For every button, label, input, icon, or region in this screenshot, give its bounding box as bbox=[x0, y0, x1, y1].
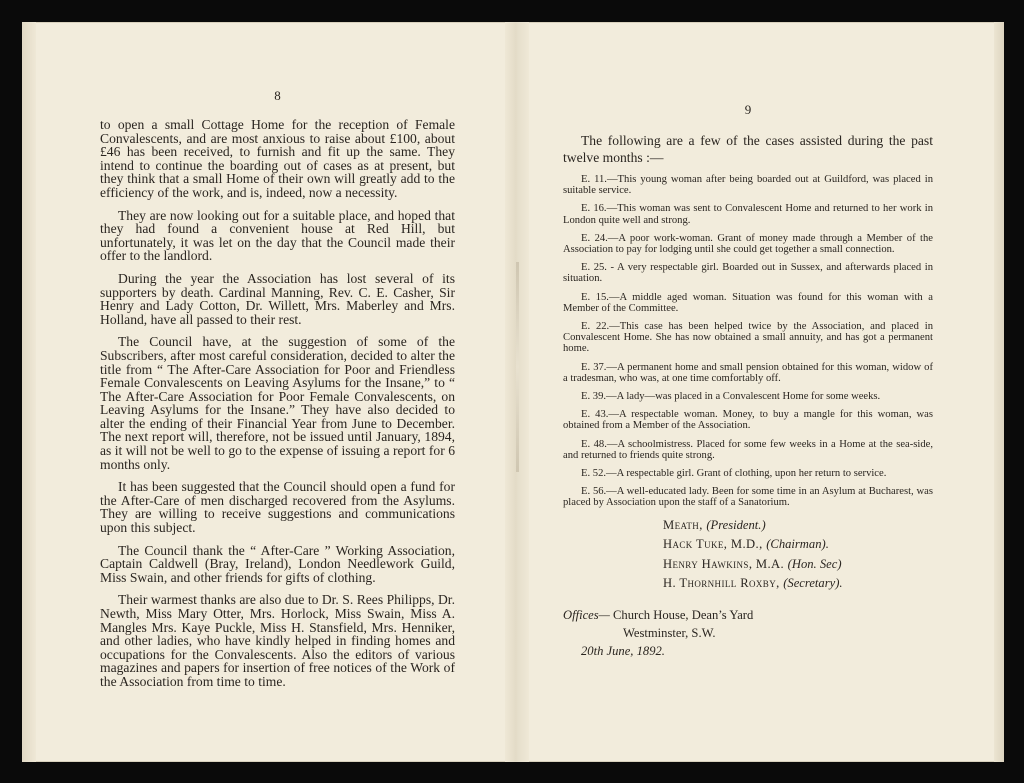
case-entry: E. 48.—A schoolmistress. Placed for some few weeks in a Home at the sea-side, and returned to friends quite strong. bbox=[563, 438, 933, 461]
case-entry: E. 16.—This woman was sent to Convalescent Home and returned to her work in London quite well and strong. bbox=[563, 203, 933, 226]
paragraph: The Council thank the “ After-Care ” Working Association, Captain Caldwell (Bray, Ireland), London Needlework Guild, Miss Swain, and other friends for gifts of clothing. bbox=[100, 542, 455, 585]
offices-line1: Church House, Dean’s Yard bbox=[613, 607, 754, 622]
paragraph: It has been suggested that the Council should open a fund for the After-Care of men discharged recovered from the Asylums. They are willing to receive suggestions and communications upon this subject. bbox=[100, 479, 455, 536]
signatory bbox=[663, 574, 933, 594]
case-entry: E. 25. - A very respectable girl. Boarded out in Sussex, and afterwards placed in situation. bbox=[563, 262, 933, 285]
offices-line2: Westminster, S.W. bbox=[623, 625, 716, 640]
signatory-role: (Hon. Sec) bbox=[787, 556, 842, 571]
case-entry: E. 52.—A respectable girl. Grant of clothing, upon her return to service. bbox=[581, 468, 887, 480]
page-number: 9 bbox=[744, 102, 752, 117]
paragraph: They are now looking out for a suitable place, and hoped that they had found a convenient house at Red Hill, but unfortunately, it was let on the day that the Council made their offer to the landlord. bbox=[100, 207, 455, 264]
right-page bbox=[563, 102, 933, 660]
paragraph: The Council have, at the suggestion of some of the Subscribers, after most careful consideration, decided to alter the title from “ The After-Care Association for Poor and Friendless Female Convalescents on Leaving Asylums for the Insane,” to “ The After-Care Association for Poor Female Convalescents, on Leaving Asylums for the Insane.” They have also decided to alter the ending of their Financial Year from June to December. The next report will, therefore, not be issued until January, 1894, as it will not be well to go to the expense of issuing a report for 6 months only. bbox=[100, 334, 455, 472]
case-entry: E. 43.—A respectable woman. Money, to buy a mangle for this woman, was obtained from a Member of the Association. bbox=[563, 409, 933, 432]
signatures bbox=[563, 516, 933, 594]
binding-thread bbox=[516, 262, 519, 472]
signatory-name: Meath, bbox=[663, 517, 703, 532]
signatory-role: (Chairman). bbox=[766, 537, 829, 552]
offices-address bbox=[563, 606, 933, 624]
left-page bbox=[100, 88, 455, 698]
case-entry: E. 37.—A permanent home and small pension obtained for this woman, widow of a tradesman, who was, at one time comfortably off. bbox=[563, 361, 933, 384]
offices-label: Offices— bbox=[563, 607, 610, 622]
signatory-role: (Secretary). bbox=[783, 576, 843, 591]
signatory bbox=[663, 516, 933, 536]
signatory-role: (President.) bbox=[706, 517, 766, 532]
paragraph: Their warmest thanks are also due to Dr. S. Rees Philipps, Dr. Newth, Miss Mary Otter, Mrs. Horlock, Miss Swain, Miss A. Mangles Mrs. Kaye Puckle, Miss H. Stansfield, Mrs. Henniker, and other ladies, who have kindly helped in finding homes and occupations for the Convalescents. Also the editors of various magazines and papers for insertion of free notices of the Work of the Association from time to time. bbox=[100, 592, 455, 689]
paragraph: to open a small Cottage Home for the reception of Female Convalescents, and are most anxious to raise about £100, about £46 has been received, to furnish and fit up the same. They intend to continue the boarding out of cases as at present, but they think that a small Home of their own will greatly add to the efficiency of the work, and is, indeed, now a necessity. bbox=[100, 117, 455, 200]
paragraph: During the year the Association has lost several of its supporters by death. Cardinal Manning, Rev. C. E. Casher, Sir Henry and Lady Cotton, Dr. Willett, Mrs. Maberley and Mrs. Holland, have all passed to their rest. bbox=[100, 270, 455, 327]
case-entry: E. 39.—A lady—was placed in a Convalescent Home for some weeks. bbox=[581, 391, 881, 403]
report-date: 20th June, 1892. bbox=[581, 643, 665, 658]
signatory bbox=[663, 535, 933, 555]
case-entry: E. 15.—A middle aged woman. Situation was found for this woman with a Member of the Committee. bbox=[563, 291, 933, 314]
page-number: 8 bbox=[274, 88, 281, 103]
signatory bbox=[663, 555, 933, 575]
case-entry: E. 24.—A poor work-woman. Grant of money made through a Member of the Association to pay for lodging until she could get together a small connection. bbox=[563, 232, 933, 256]
signatory-name: H. Thornhill Roxby, bbox=[663, 576, 780, 591]
case-entry: E. 11.—This young woman after being boarded out at Guildford, was placed in suitable service. bbox=[563, 174, 933, 197]
right-page-edge bbox=[994, 22, 1004, 762]
signatory-name: Henry Hawkins, M.A. bbox=[663, 556, 785, 571]
cases-intro: The following are a few of the cases assisted during the past twelve months :— bbox=[563, 133, 933, 165]
case-entry: E. 56.—A well-educated lady. Been for some time in an Asylum at Bucharest, was placed by Association upon the staff of a Sanatorium. bbox=[563, 486, 933, 509]
case-entry: E. 22.—This case has been helped twice by the Association, and placed in Convalescent Home. She has now obtained a small annuity, and has got a permanent home. bbox=[563, 321, 933, 355]
left-page-edge bbox=[22, 22, 36, 762]
signatory-name: Hack Tuke, M.D., bbox=[663, 537, 763, 552]
